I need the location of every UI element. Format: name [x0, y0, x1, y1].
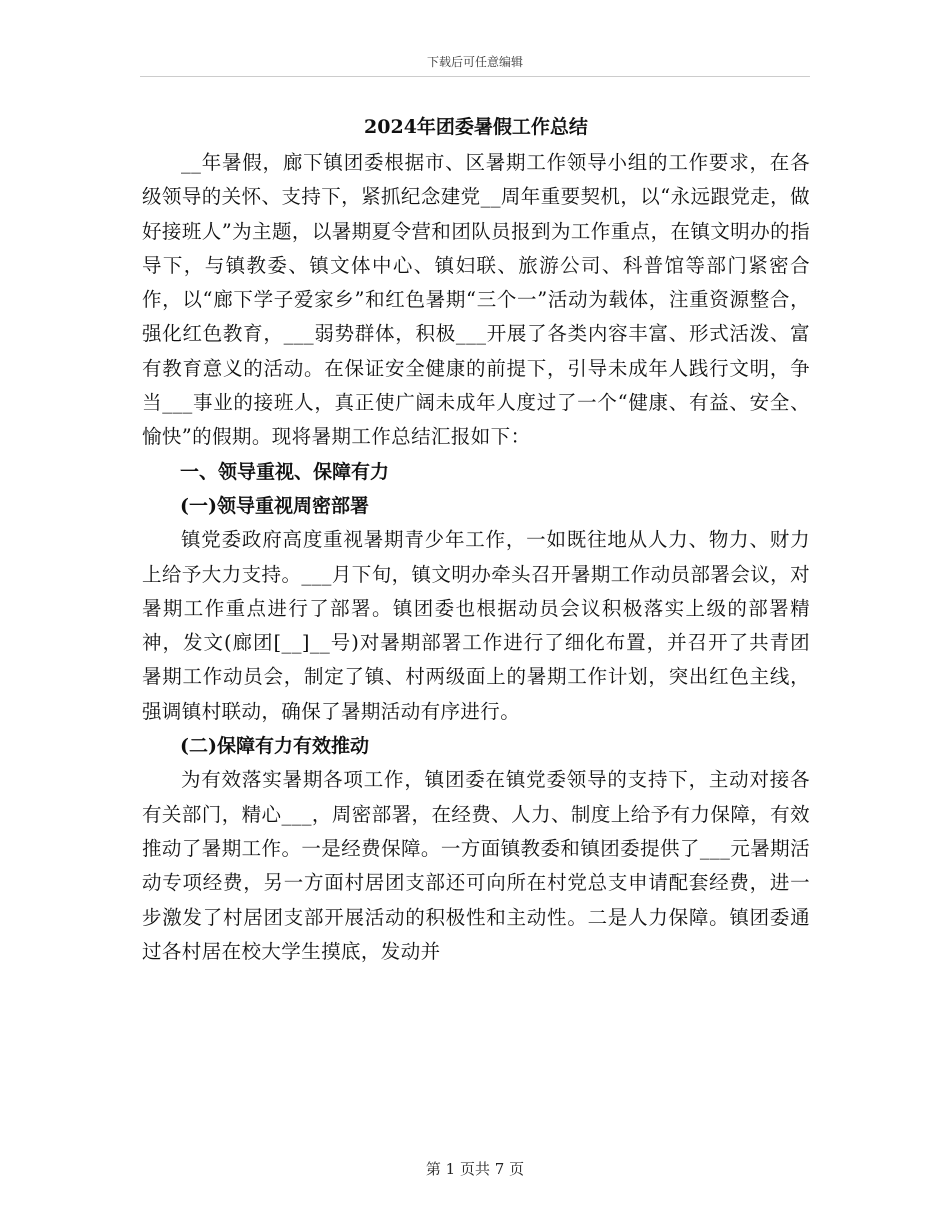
header-divider: [140, 76, 810, 77]
document-title: 2024年团委暑假工作总结: [364, 116, 588, 138]
subsection-2-paragraph: 为有效落实暑期各项工作，镇团委在镇党委领导的支持下，主动对接各有关部门，精心___，周密部署，在经费、人力、制度上给予有力保障，有效推动了暑期工作。一是经费保障。一方面镇教委和镇团委提供了___元暑期活动专项经费，另一方面村居团支部还可向所在村党总支申请配套经费，进一步激发了村居团支部开展活动的积极性和主动性。二是人力保障。镇团委通过各村居在校大学生摸底，发动并: [142, 768, 810, 963]
document-page: [142, 112, 810, 969]
intro-paragraph: __年暑假，廊下镇团委根据市、区暑期工作领导小组的工作要求，在各级领导的关怀、支持下，紧抓纪念建党__周年重要契机，以“永远跟党走，做好接班人”为主题，以暑期夏令营和团队员报到为工作重点，在镇文明办的指导下，与镇教委、镇文体中心、镇妇联、旅游公司、科普馆等部门紧密合作，以“廊下学子爱家乡”和红色暑期“三个一”活动为载体，注重资源整合，强化红色教育，___弱势群体，积极___开展了各类内容丰富、形式活泼、富有教育意义的活动。在保证安全健康的前提下，引导未成年人践行文明，争当___事业的接班人，真正使广阔未成年人度过了一个“健康、有益、安全、愉快”的假期。现将暑期工作总结汇报如下：: [142, 151, 810, 449]
subsection-heading-1: (一)领导重视周密部署: [180, 494, 369, 517]
subsection-heading-2: (二)保障有力有效推动: [180, 735, 369, 758]
header-note: 下载后可任意编辑: [426, 55, 523, 69]
section-heading-1: 一、领导重视、保障有力: [180, 460, 390, 483]
subsection-1-paragraph: 镇党委政府高度重视暑期青少年工作，一如既往地从人力、物力、财力上给予大力支持。___月下旬，镇文明办牵头召开暑期工作动员部署会议，对暑期工作重点进行了部署。镇团委也根据动员会议积极落实上级的部署精神，发文(廊团[__]__号)对暑期部署工作进行了细化布置，并召开了共青团暑期工作动员会，制定了镇、村两级面上的暑期工作计划，突出红色主线，强调镇村联动，确保了暑期活动有序进行。: [142, 528, 810, 723]
page-number-footer: 第 1 页共 7 页: [425, 1160, 525, 1178]
